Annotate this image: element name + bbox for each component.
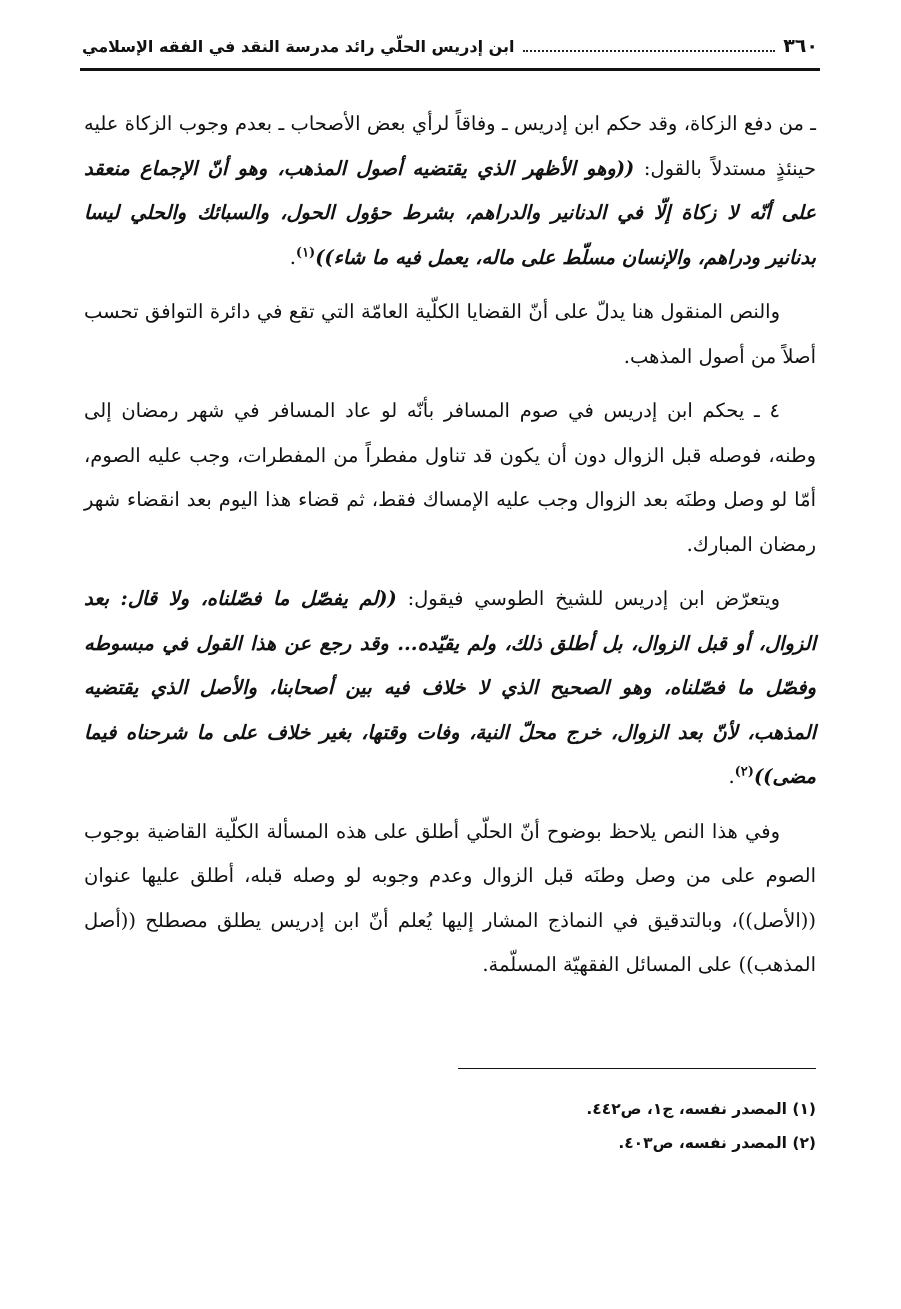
paragraph-3: ٤ ـ يحكم ابن إدريس في صوم المسافر بأنّه لو عاد المسافر في شهر رمضان إلى وطنه، فوصله قبل الزوال دون أن يكون قد تناول مفطراً من المفطرات، وجب عليه الصوم، أمّا لو وصل وطنَه بعد الزوال وجب عليه الإمساك فقط، ثم قضاء هذا اليوم بعد انقضاء شهر رمضان المبارك. <box>84 399 816 556</box>
paragraph-5: وفي هذا النص يلاحظ بوضوح أنّ الحلّي أطلق على هذه المسألة الكلّية القاضية بوجوب الصوم على من وصل وطنَه قبل الزوال وعدم وجوبه لو وصله قبله، أطلق عليها عنوان ((الأصل))، وبالتدقيق في النماذج المشار إليها يُعلم أنّ ابن إدريس يطلق مصطلح ((أصل المذهب)) على المسائل الفقهيّة المسلّمة. <box>84 819 816 976</box>
footnote-separator <box>458 1068 816 1069</box>
footnotes <box>84 1092 816 1160</box>
footnote-1: (١) المصدر نفسه، ج١، ص٤٤٢. <box>586 1100 816 1118</box>
page-number: ٣٦٠ <box>783 35 818 57</box>
paragraph-4-end: . <box>728 765 735 788</box>
paragraph-1 <box>84 102 816 280</box>
header-dot-leader <box>523 40 776 52</box>
running-title: ابن إدريس الحلّي رائد مدرسة النقد في الفقه الإسلامي <box>82 36 515 56</box>
paragraph-4 <box>84 577 816 800</box>
paragraph-1-text: ـ من دفع الزكاة، وقد حكم ابن إدريس ـ وفاقاً لرأي بعض الأصحاب ـ بعدم وجوب الزكاة عليه حينئذٍ مستدلاً بالقول: <box>84 112 816 180</box>
footnote-2: (٢) المصدر نفسه، ص٤٠٣. <box>618 1134 816 1152</box>
quotation-1: ((وهو الأظهر الذي يقتضيه أصول المذهب، وهو أنّ الإجماع منعقد على أنّه لا زكاة إلّا في الدنانير والدراهم، بشرط حؤول الحول، والسبائك والحلي ليسا بدنانير ودراهم، والإنسان مسلّط على ماله، يعمل فيه ما شاء)) <box>84 156 816 269</box>
header-rule <box>80 68 820 71</box>
paragraph-2: والنص المنقول هنا يدلّ على أنّ القضايا الكلّية العامّة التي تقع في دائرة التوافق تحسب أصلاً من أصول المذهب. <box>84 300 816 368</box>
page-header <box>82 26 818 66</box>
paragraph-4-text: ويتعرّض ابن إدريس للشيخ الطوسي فيقول: <box>396 587 780 610</box>
footnote-ref-1[interactable]: (١) <box>295 245 316 260</box>
paragraph-1-end: . <box>289 245 296 269</box>
quotation-2: ((لم يفصّل ما فصّلناه، ولا قال: بعد الزوال، أو قبل الزوال، بل أطلق ذلك، ولم يقيّده... وقد رجع عن هذا القول في مبسوطه وفصّل ما فصّلناه، وهو الصحيح الذي لا خلاف فيه بين أصحابنا، والأصل الذي يقتضيه المذهب، لأنّ بعد الزوال، خرج محلّ النية، وفات وقتها، بغير خلاف على ما شرحناه فيما مضى)) <box>84 587 816 788</box>
footnote-ref-2[interactable]: (٢) <box>734 764 754 780</box>
body-text <box>84 102 816 998</box>
